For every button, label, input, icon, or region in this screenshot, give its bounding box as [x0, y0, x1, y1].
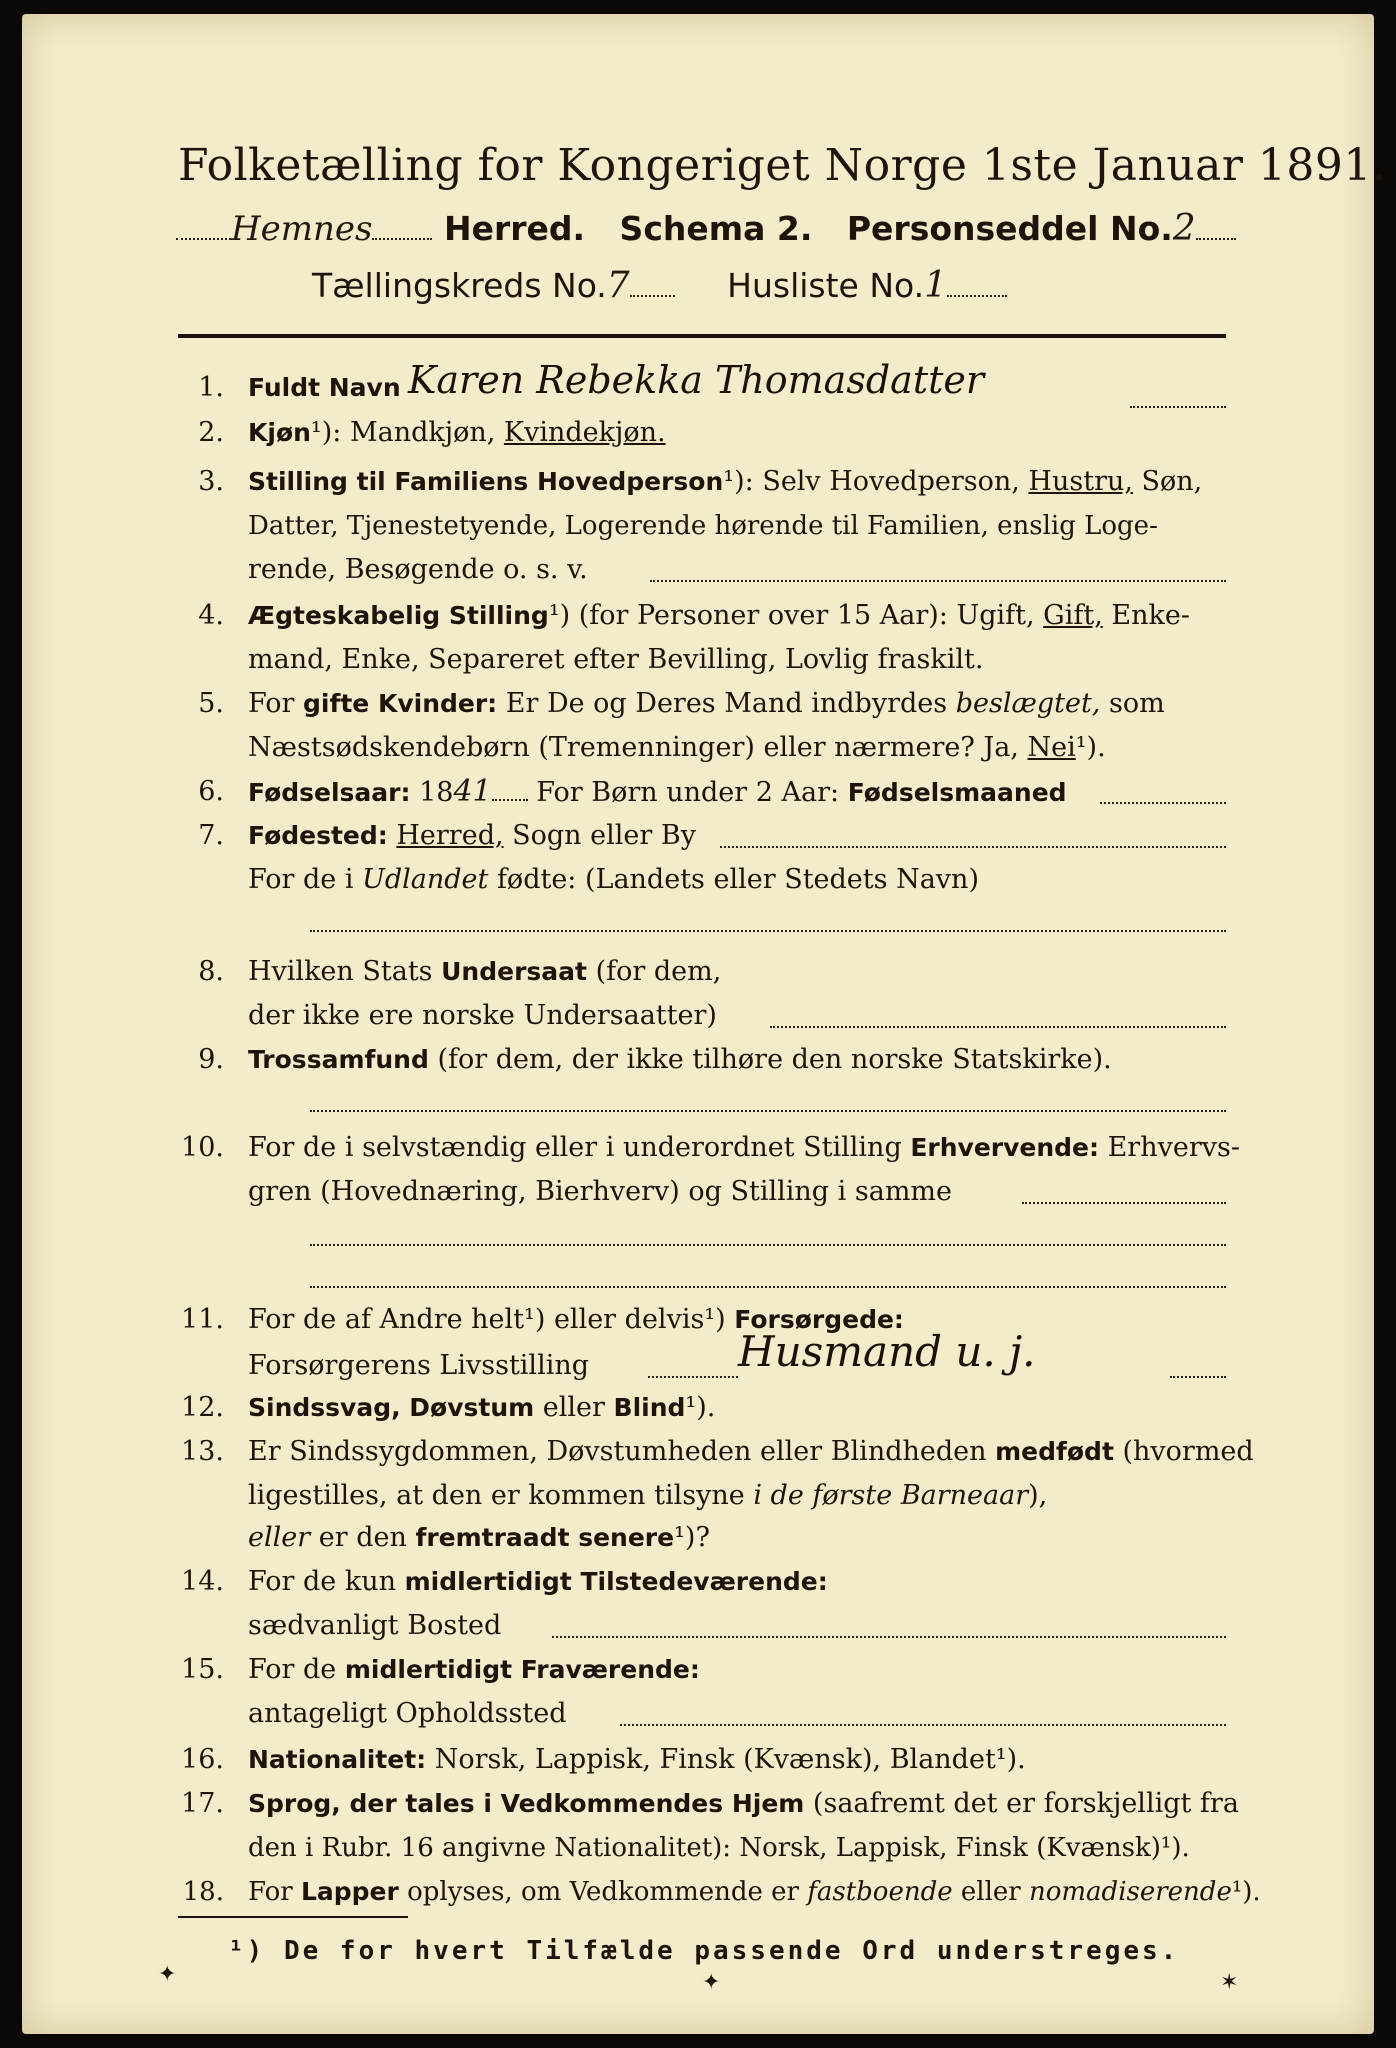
schema-label: Schema 2.: [619, 209, 813, 248]
header-rule: [178, 334, 1226, 338]
corner-mark-icon: ✶: [1220, 1970, 1239, 1995]
dotline: [310, 1110, 1226, 1112]
dotline: [552, 1636, 1226, 1638]
dotline: [648, 1376, 738, 1378]
footnote: ¹) De for hvert Tilfælde passende Ord understreges.: [228, 1936, 1180, 1966]
dotline: [310, 1244, 1226, 1246]
husliste-number: 1: [924, 265, 948, 306]
herred-row: [176, 208, 1236, 258]
provider-occupation-handwritten: Husmand u. j.: [738, 1327, 1036, 1376]
personseddel-label: Personseddel No.: [846, 209, 1173, 248]
personseddel-number: 2: [1172, 208, 1196, 249]
herred-handwritten: Hemnes: [231, 209, 373, 249]
dotline: [770, 1026, 1226, 1028]
taellingskreds-label: Tællingskreds No.: [312, 266, 607, 305]
dotline: [620, 1724, 1226, 1726]
item-11-line2: Forsørgerens Livsstilling Husmand u. j.: [248, 1327, 1036, 1381]
full-name-handwritten: Karen Rebekka Thomasdatter: [408, 358, 985, 402]
dotline: [1100, 802, 1226, 804]
dotline: [650, 580, 1226, 582]
item-1-label: Fuldt Navn: [248, 373, 401, 402]
corner-mark-icon: ✦: [158, 1962, 177, 1987]
taellingskreds-row: [312, 265, 1112, 315]
dotline: [1170, 1376, 1226, 1378]
dotline: [310, 1286, 1226, 1288]
footnote-rule: [178, 1916, 408, 1918]
dotline: [720, 846, 1226, 848]
dotline: [1022, 1202, 1226, 1204]
dotline: [310, 930, 1226, 932]
taellingskreds-number: 7: [606, 265, 630, 306]
husliste-label: Husliste No.: [727, 266, 925, 305]
herred-label: Herred.: [443, 209, 586, 248]
center-mark-icon: ✦: [702, 1970, 721, 1995]
birth-year-handwritten: 41: [453, 774, 492, 809]
item-1: 1. Fuldt Navn Karen Rebekka Thomasdatter: [178, 368, 1228, 418]
dotline: [1130, 406, 1226, 408]
form-title: Folketælling for Kongeriget Norge 1ste Januar 1891.: [178, 140, 1387, 191]
